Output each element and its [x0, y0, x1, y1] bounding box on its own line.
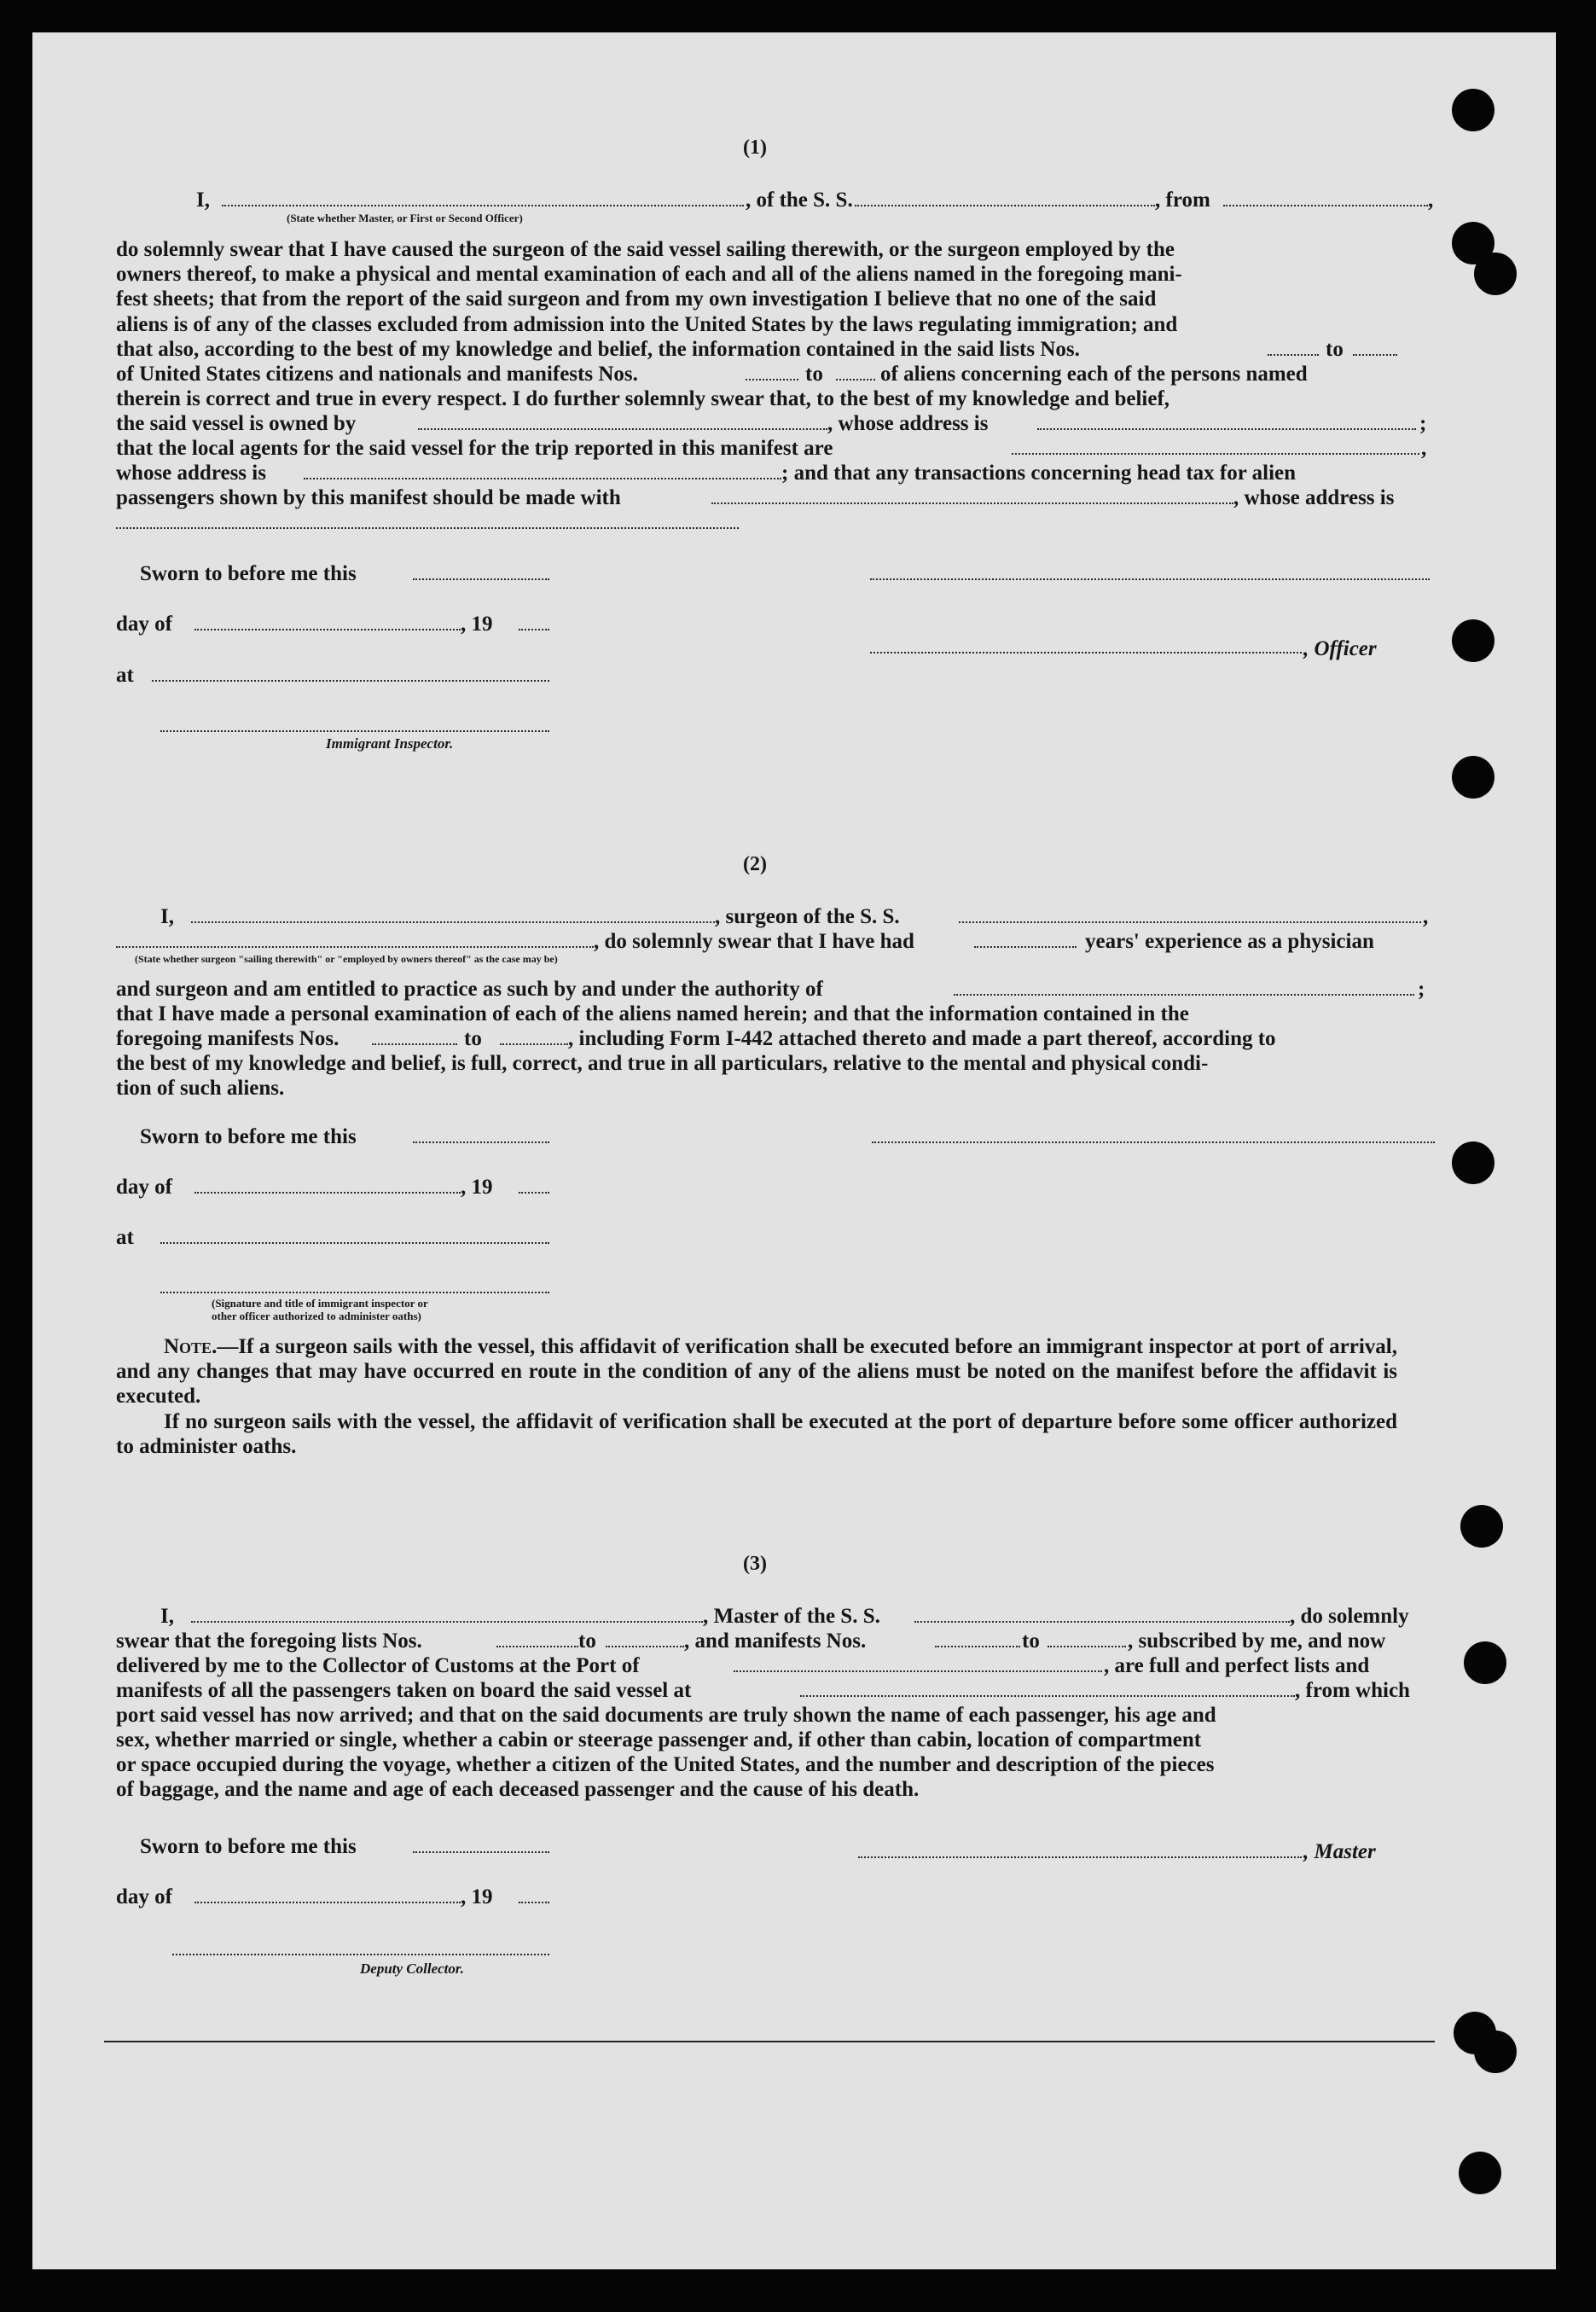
blank-field [194, 1902, 461, 1903]
blank-field [711, 502, 1233, 504]
blank-field [160, 1242, 549, 1244]
oath-line: foregoing manifests Nos. [116, 1027, 340, 1050]
signature-line [160, 730, 549, 732]
day-of-label: day of [116, 613, 172, 636]
blank-field [954, 994, 1414, 996]
oath-line: , are full and perfect lists and [1104, 1654, 1370, 1677]
punch-hole [1459, 2152, 1501, 2194]
section-2-heading: (2) [743, 853, 767, 875]
section-3-heading: (3) [743, 1553, 767, 1575]
note-paragraph [116, 1334, 1397, 1409]
note-label: Note. [164, 1335, 218, 1358]
bottom-rule [104, 2041, 1435, 2042]
punch-hole [1452, 756, 1494, 799]
signature-line [858, 1856, 1302, 1858]
day-of-label: day of [116, 1176, 172, 1199]
oath-line: swear that the foregoing lists Nos. [116, 1629, 422, 1653]
oath-line: delivered by me to the Collector of Customs at the Port of [116, 1654, 640, 1677]
blank-field [500, 1043, 568, 1045]
blank-field [914, 1621, 1290, 1623]
oath-line: , including Form I-442 attached thereto and made a part thereof, according to [568, 1027, 1276, 1050]
oath-line: do solemnly swear that I have caused the surgeon of the said vessel sailing therewith, or the surgeon employed by the [116, 238, 1175, 261]
oath-line: that I have made a personal examination of each of the aliens named herein; and that the information contained in the [116, 1002, 1189, 1025]
oath-line: , subscribed by me, and now [1128, 1629, 1386, 1653]
oath-line: owners thereof, to make a physical and mental examination of each and all of the aliens named in the foregoing mani- [116, 263, 1182, 287]
section-1-text [116, 237, 1397, 337]
signature-line [870, 652, 1302, 654]
oath-line: , from which [1295, 1679, 1410, 1702]
blank-field [1223, 205, 1428, 206]
sworn-label: Sworn to before me this [140, 1835, 357, 1858]
oath-line: , from [1155, 189, 1210, 212]
oath-line: the said vessel is owned by [116, 412, 357, 435]
blank-field [413, 1141, 549, 1143]
oath-line: , whose address is [1233, 486, 1395, 509]
blank-field [413, 578, 549, 580]
blank-field [194, 1192, 461, 1194]
punch-hole [1460, 1505, 1503, 1548]
section-3-text [116, 1703, 1397, 1778]
master-label: , Master [1303, 1840, 1376, 1863]
punch-hole [1452, 619, 1494, 662]
officer-label: , Officer [1303, 637, 1377, 660]
oath-line: ; [1418, 978, 1425, 1001]
punch-hole [1474, 253, 1517, 295]
oath-line: to [578, 1629, 596, 1653]
punch-hole [1464, 1641, 1506, 1684]
blank-field [959, 921, 1421, 923]
oath-line: of aliens concerning each of the persons named [880, 363, 1308, 386]
oath-line: , whose address is [827, 412, 989, 435]
oath-line: to [805, 363, 823, 386]
blank-field [519, 629, 549, 630]
section-2-text [116, 1002, 1397, 1026]
field-note: (State whether Master, or First or Second Officer) [287, 212, 523, 224]
punch-hole [1452, 1141, 1494, 1184]
at-label: at [116, 1226, 134, 1249]
signature-note: (Signature and title of immigrant inspector or [212, 1297, 428, 1310]
signature-note: other officer authorized to administer oaths) [212, 1310, 421, 1322]
oath-line: I, [160, 905, 174, 928]
blank-field [191, 1621, 703, 1623]
oath-line: manifests of all the passengers taken on board the said vessel at [116, 1679, 692, 1702]
blank-field [372, 1043, 457, 1045]
oath-line: I, [196, 189, 210, 212]
oath-line: to [1326, 338, 1344, 361]
oath-line: ; and that any transactions concerning head tax for alien [781, 462, 1297, 485]
blank-field [496, 1646, 578, 1647]
oath-line: , surgeon of the S. S. [715, 905, 900, 928]
blank-field [116, 527, 739, 529]
deputy-label: Deputy Collector. [360, 1961, 464, 1977]
oath-line: port said vessel has now arrived; and that on the said documents are truly shown the name of each passenger, his age and [116, 1704, 1216, 1727]
blank-field [222, 205, 744, 206]
blank-field [152, 680, 549, 682]
day-of-label: day of [116, 1885, 172, 1908]
blank-field [1048, 1646, 1126, 1647]
blank-field [734, 1670, 1102, 1672]
section-1-heading: (1) [743, 137, 767, 159]
blank-field [194, 629, 461, 630]
blank-field [191, 921, 715, 923]
note-paragraph: If no surgeon sails with the vessel, the affidavit of verification shall be executed at the port of departure before some officer authorized to administer oaths. [116, 1409, 1397, 1458]
oath-line: of baggage, and the name and age of each deceased passenger and the cause of his death. [116, 1778, 920, 1801]
oath-line: tion of such aliens. [116, 1077, 285, 1100]
oath-line: , do solemnly swear that I have had [594, 930, 914, 953]
blank-field [519, 1902, 549, 1903]
oath-line: the best of my knowledge and belief, is full, correct, and true in all particulars, relative to the mental and physical condi- [116, 1052, 1209, 1075]
oath-line: or space occupied during the voyage, whether a citizen of the United States, and the number and description of the pieces [116, 1753, 1215, 1777]
at-label: at [116, 664, 134, 687]
year-label: , 19 [461, 613, 493, 636]
blank-field [800, 1695, 1295, 1697]
blank-field [116, 946, 594, 948]
oath-line: therein is correct and true in every respect. I do further solemnly swear that, to the best of my knowledge and belief, [116, 387, 1170, 410]
oath-line: sex, whether married or single, whether a cabin or steerage passenger and, if other than cabin, location of compartment [116, 1728, 1202, 1752]
blank-field [746, 379, 798, 380]
oath-line: and surgeon and am entitled to practice as such by and under the authority of [116, 978, 823, 1001]
sworn-label: Sworn to before me this [140, 562, 357, 585]
note-text: —If a surgeon sails with the vessel, this affidavit of verification shall be executed before an immigrant inspector at port of arrival, and any changes that may have occurred en route in the condition of any of the aliens must be noted on the manifest before the affidavit is executed. [116, 1335, 1397, 1409]
oath-line: , Master of the S. S. [703, 1605, 880, 1628]
signature-line [870, 578, 1430, 580]
year-label: , 19 [461, 1885, 493, 1908]
form-page [32, 32, 1556, 2269]
blank-field [935, 1646, 1020, 1647]
oath-line: , do solemnly [1290, 1605, 1409, 1628]
field-note: (State whether surgeon "sailing therewith" or "employed by owners thereof" as the case may be) [135, 953, 558, 965]
punch-hole [1474, 2030, 1517, 2073]
oath-line: to [1022, 1629, 1040, 1653]
signature-line [872, 1141, 1435, 1143]
sworn-label: Sworn to before me this [140, 1125, 357, 1148]
punch-hole [1452, 89, 1494, 131]
blank-field [413, 1851, 549, 1853]
section-2-text [116, 1051, 1397, 1076]
blank-field [1012, 453, 1419, 455]
oath-line: , of the S. S. [746, 189, 853, 212]
year-label: , 19 [461, 1176, 493, 1199]
blank-field [836, 379, 875, 380]
oath-line: , [1423, 905, 1429, 928]
oath-line: to [464, 1027, 482, 1050]
blank-field [519, 1192, 549, 1194]
oath-line: passengers shown by this manifest should be made with [116, 486, 621, 509]
blank-field [418, 428, 827, 430]
oath-line: years' experience as a physician [1085, 930, 1374, 953]
oath-line: aliens is of any of the classes excluded from admission into the United States by the laws regulating immigration; and [116, 312, 1178, 336]
blank-field [606, 1646, 684, 1647]
oath-line: whose address is [116, 462, 266, 485]
signature-line [160, 1292, 549, 1293]
blank-field [1353, 354, 1397, 356]
oath-line: of United States citizens and nationals and manifests Nos. [116, 363, 638, 386]
blank-field [974, 946, 1077, 948]
inspector-label: Immigrant Inspector. [326, 735, 454, 752]
blank-field [855, 205, 1155, 206]
section-2-note [116, 1334, 1397, 1459]
oath-line: ; [1419, 412, 1427, 435]
signature-line [172, 1954, 549, 1955]
blank-field [1037, 428, 1416, 430]
blank-field [304, 478, 781, 479]
oath-line: , [1421, 437, 1427, 460]
section-1-text [116, 386, 1397, 411]
oath-line: that the local agents for the said vessel for the trip reported in this manifest are [116, 437, 833, 460]
oath-line: , and manifests Nos. [684, 1629, 867, 1653]
blank-field [1268, 354, 1319, 356]
oath-line: , [1428, 189, 1434, 212]
oath-line: that also, according to the best of my knowledge and belief, the information contained in the said lists Nos. [116, 338, 1080, 361]
oath-line: fest sheets; that from the report of the said surgeon and from my own investigation I believe that no one of the said [116, 288, 1157, 311]
oath-line: I, [160, 1605, 174, 1628]
